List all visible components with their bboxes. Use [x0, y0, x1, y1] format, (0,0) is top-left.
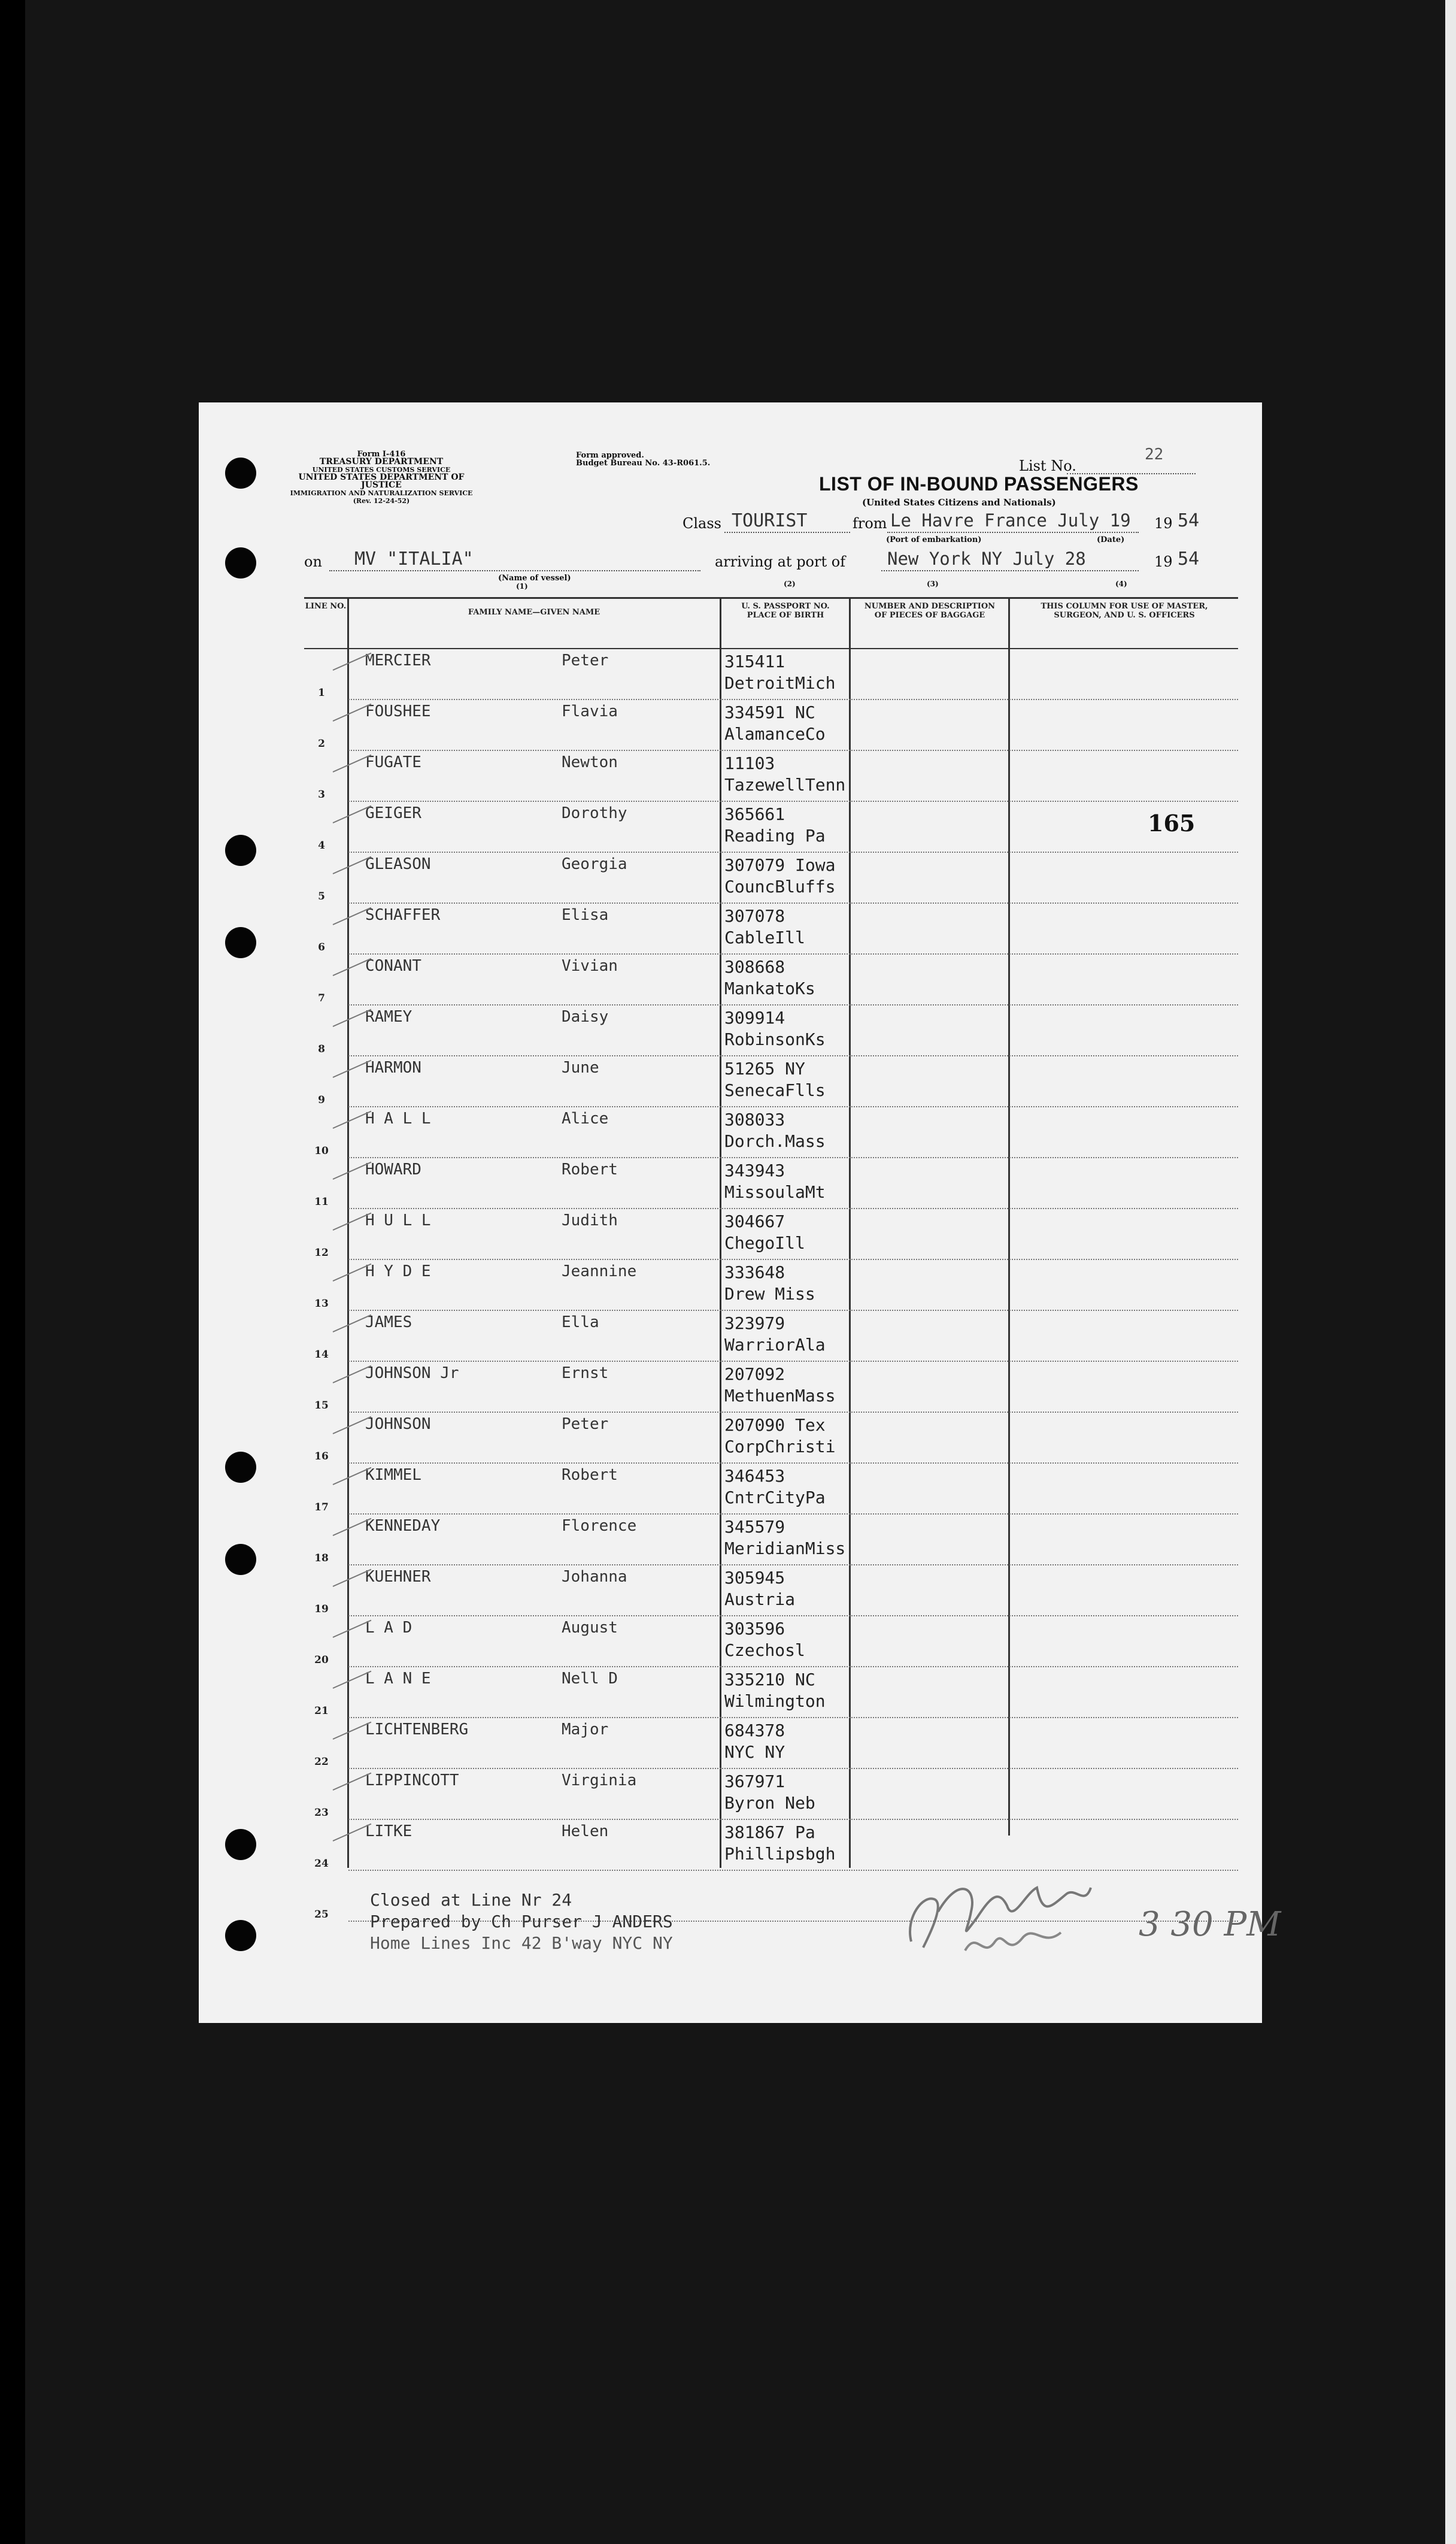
passport-number: 309914	[724, 1008, 785, 1028]
family-name: KUEHNER	[365, 1568, 431, 1586]
table-row	[304, 700, 1238, 751]
line-number: 2	[318, 738, 325, 750]
line-number: 9	[318, 1094, 325, 1106]
line-number: 15	[314, 1400, 329, 1412]
table-row	[304, 1667, 1238, 1718]
passport-number: 367971	[724, 1771, 785, 1791]
line-number: 4	[318, 840, 325, 852]
given-name: Vivian	[562, 957, 618, 975]
table-row	[304, 1107, 1238, 1158]
year-value-1: 54	[1178, 510, 1200, 531]
line-number: 24	[314, 1858, 329, 1870]
year-value-2: 54	[1178, 549, 1200, 570]
class-label: Class	[682, 515, 721, 532]
passport-number: 335210 NC	[724, 1670, 815, 1689]
table-row	[304, 1260, 1238, 1311]
family-name: KENNEDAY	[365, 1517, 441, 1535]
passport-number: 323979	[724, 1313, 785, 1333]
passport-number: 11103	[724, 753, 775, 773]
family-name: L A N E	[365, 1670, 431, 1688]
on-label: on	[304, 553, 322, 570]
table-row	[304, 1006, 1238, 1056]
from-value: Le Havre France July 19	[890, 510, 1131, 531]
table-row	[304, 1616, 1238, 1667]
table-row	[304, 751, 1238, 802]
family-name: FUGATE	[365, 753, 421, 771]
table-row	[304, 1362, 1238, 1413]
time-annotation	[1133, 1894, 1281, 1965]
line-number: 12	[314, 1247, 329, 1259]
family-name: KIMMEL	[365, 1466, 421, 1484]
prepared-note: Prepared by Ch Purser J ANDERS	[370, 1912, 673, 1931]
table-row	[304, 1413, 1238, 1464]
date-caption: (Date)	[1097, 535, 1125, 544]
line-number: 6	[318, 941, 325, 953]
passport-number: 308033	[724, 1110, 785, 1129]
place-of-birth: TazewellTenn	[724, 775, 846, 795]
year-prefix-2: 19	[1154, 553, 1173, 570]
header-line-no: LINE NO.	[305, 602, 347, 611]
given-name: Newton	[562, 753, 618, 771]
form-agency-block	[289, 450, 474, 505]
port-embarkation-caption: (Port of embarkation)	[886, 535, 982, 544]
passport-number: 304667	[724, 1212, 785, 1231]
family-name: GEIGER	[365, 804, 421, 822]
year-prefix-1: 19	[1154, 515, 1173, 532]
passport-number: 305945	[724, 1568, 785, 1588]
line-number: 11	[314, 1196, 329, 1208]
from-label: from	[853, 515, 887, 532]
place-of-birth: Phillipsbgh	[724, 1844, 836, 1864]
place-of-birth: MeridianMiss	[724, 1538, 846, 1558]
scanner-border-left	[0, 0, 25, 2544]
passport-number: 51265 NY	[724, 1059, 805, 1079]
form-number: Form I-416	[357, 450, 406, 459]
passport-number: 315411	[724, 652, 785, 671]
approval-block	[576, 452, 714, 467]
col-caption-2: (2)	[784, 580, 796, 588]
header-officers: THIS COLUMN FOR USE OF MASTER, SURGEON, AND U. S. OFFICERS	[1041, 602, 1208, 620]
treasury-dept: TREASURY DEPARTMENT	[319, 457, 444, 467]
document-title: LIST OF IN-BOUND PASSENGERS	[819, 473, 1139, 495]
passport-number: 307079 Iowa	[724, 855, 836, 875]
given-name: Peter	[562, 652, 609, 670]
table-row	[304, 1769, 1238, 1820]
col-caption-4: (4)	[1115, 580, 1127, 588]
place-of-birth: CouncBluffs	[724, 877, 836, 897]
list-no-label: List No.	[1019, 458, 1076, 474]
table-row	[304, 1515, 1238, 1565]
place-of-birth: MethuenMass	[724, 1386, 836, 1406]
form-approved: Form approved.	[576, 451, 644, 460]
line-number: 21	[314, 1705, 329, 1717]
passport-number: 343943	[724, 1161, 785, 1180]
table-row	[304, 1311, 1238, 1362]
family-name: MERCIER	[365, 652, 431, 670]
line-number: 25	[314, 1909, 329, 1921]
from-line	[887, 532, 1139, 533]
arrival-line	[881, 570, 1139, 571]
line-number: 7	[318, 992, 325, 1004]
place-of-birth: CntrCityPa	[724, 1488, 826, 1507]
line-number: 17	[314, 1501, 329, 1513]
place-of-birth: MankatoKs	[724, 979, 815, 998]
table-row	[304, 1718, 1238, 1769]
given-name: Robert	[562, 1466, 618, 1484]
passport-number: 684378	[724, 1721, 785, 1740]
table-row	[304, 904, 1238, 955]
officer-count-stamp: 165	[1148, 810, 1196, 837]
col-caption-1: (1)	[516, 582, 528, 590]
punch-hole	[225, 835, 256, 866]
vessel-line	[329, 570, 700, 571]
family-name: CONANT	[365, 957, 421, 975]
family-name: SCHAFFER	[365, 906, 441, 924]
place-of-birth: Austria	[724, 1589, 796, 1609]
table-row	[304, 853, 1238, 904]
punch-hole	[225, 1452, 256, 1483]
line-number: 1	[318, 687, 325, 699]
given-name: Georgia	[562, 855, 627, 873]
arriving-label: arriving at port of	[715, 553, 846, 570]
table-row	[304, 1209, 1238, 1260]
passport-number: 334591 NC	[724, 702, 815, 722]
line-number: 22	[314, 1756, 329, 1768]
family-name: JAMES	[365, 1313, 412, 1331]
line-number: 5	[318, 891, 325, 902]
family-name: H U L L	[365, 1212, 431, 1229]
header-name: FAMILY NAME—GIVEN NAME	[468, 608, 600, 617]
family-name: LICHTENBERG	[365, 1721, 469, 1739]
col-caption-3: (3)	[927, 580, 939, 588]
line-number: 23	[314, 1807, 329, 1819]
class-value: TOURIST	[732, 510, 808, 531]
company-note: Home Lines Inc 42 B'way NYC NY	[370, 1933, 673, 1953]
place-of-birth: Wilmington	[724, 1691, 826, 1711]
given-name: Johanna	[562, 1568, 627, 1586]
place-of-birth: Byron Neb	[724, 1793, 815, 1813]
line-number: 3	[318, 789, 325, 801]
table-row	[304, 649, 1238, 700]
table-row	[304, 1056, 1238, 1107]
family-name: HARMON	[365, 1059, 421, 1077]
class-line	[724, 532, 850, 533]
given-name: Judith	[562, 1212, 618, 1229]
given-name: Nell D	[562, 1670, 618, 1688]
punch-hole	[225, 458, 256, 489]
place-of-birth: ChegoIll	[724, 1233, 805, 1253]
punch-hole	[225, 927, 256, 958]
given-name: Daisy	[562, 1008, 609, 1026]
line-number: 18	[314, 1552, 329, 1564]
punch-hole	[225, 1544, 256, 1575]
table-row	[304, 1565, 1238, 1616]
closed-note: Closed at Line Nr 24	[370, 1890, 572, 1910]
line-number: 14	[314, 1349, 329, 1361]
given-name: Dorothy	[562, 804, 627, 822]
justice-dept: UNITED STATES DEPARTMENT OF JUSTICE	[298, 473, 465, 490]
place-of-birth: Reading Pa	[724, 826, 826, 846]
table-row	[304, 802, 1238, 853]
place-of-birth: AlamanceCo	[724, 724, 826, 744]
given-name: Virginia	[562, 1771, 637, 1789]
place-of-birth: Czechosl	[724, 1640, 805, 1660]
given-name: Florence	[562, 1517, 637, 1535]
place-of-birth: Dorch.Mass	[724, 1131, 826, 1151]
passport-number: 346453	[724, 1466, 785, 1486]
table-row	[304, 1464, 1238, 1515]
given-name: Jeannine	[562, 1262, 637, 1280]
line-number: 13	[314, 1298, 329, 1310]
ins-service: IMMIGRATION AND NATURALIZATION SERVICE	[290, 489, 473, 497]
passport-number: 207090 Tex	[724, 1415, 826, 1435]
family-name: RAMEY	[365, 1008, 412, 1026]
form-revision: (Rev. 12-24-52)	[353, 497, 410, 505]
family-name: L A D	[365, 1619, 412, 1637]
place-of-birth: MissoulaMt	[724, 1182, 826, 1202]
given-name: August	[562, 1619, 618, 1637]
given-name: Ella	[562, 1313, 599, 1331]
given-name: Robert	[562, 1161, 618, 1179]
line-number: 8	[318, 1043, 325, 1055]
family-name: H Y D E	[365, 1262, 431, 1280]
family-name: LIPPINCOTT	[365, 1771, 459, 1789]
table-row	[304, 955, 1238, 1006]
line-number: 19	[314, 1603, 329, 1615]
passport-number: 207092	[724, 1364, 785, 1384]
punch-hole	[225, 547, 256, 579]
punch-hole	[225, 1829, 256, 1860]
family-name: FOUSHEE	[365, 702, 431, 720]
family-name: LITKE	[365, 1822, 412, 1840]
line-number: 20	[314, 1654, 329, 1666]
passport-number: 333648	[724, 1262, 785, 1282]
family-name: GLEASON	[365, 855, 431, 873]
time-annotation-text: 3 30 PM	[1139, 1905, 1281, 1944]
given-name: Ernst	[562, 1364, 609, 1382]
family-name: JOHNSON Jr	[365, 1364, 459, 1382]
given-name: Elisa	[562, 906, 609, 924]
given-name: Peter	[562, 1415, 609, 1433]
line-number: 10	[314, 1145, 329, 1157]
given-name: Major	[562, 1721, 609, 1739]
given-name: Helen	[562, 1822, 609, 1840]
document-subtitle: (United States Citizens and Nationals)	[862, 497, 1056, 508]
place-of-birth: CorpChristi	[724, 1437, 836, 1456]
passport-number: 308668	[724, 957, 785, 977]
family-name: JOHNSON	[365, 1415, 431, 1433]
list-no-value: 22	[1145, 446, 1164, 464]
place-of-birth: SenecaFlls	[724, 1080, 826, 1100]
family-name: H A L L	[365, 1110, 431, 1128]
table-top-rule	[304, 597, 1238, 599]
passport-number: 307078	[724, 906, 785, 926]
place-of-birth: WarriorAla	[724, 1335, 826, 1355]
given-name: Flavia	[562, 702, 618, 720]
customs-service: UNITED STATES CUSTOMS SERVICE	[312, 466, 451, 474]
place-of-birth: RobinsonKs	[724, 1029, 826, 1049]
place-of-birth: DetroitMich	[724, 673, 836, 693]
passport-number: 365661	[724, 804, 785, 824]
budget-bureau: Budget Bureau No. 43-R061.5.	[576, 459, 711, 468]
given-name: June	[562, 1059, 599, 1077]
header-passport: U. S. PASSPORT NO. PLACE OF BIRTH	[741, 602, 830, 620]
table-row	[304, 1158, 1238, 1209]
passport-number: 303596	[724, 1619, 785, 1639]
line-number: 16	[314, 1450, 329, 1462]
passport-number: 381867 Pa	[724, 1822, 815, 1842]
place-of-birth: Drew Miss	[724, 1284, 815, 1304]
arrival-value: New York NY July 28	[887, 549, 1086, 569]
scanner-border-right	[1445, 0, 1456, 2544]
given-name: Alice	[562, 1110, 609, 1128]
inspector-signature	[887, 1852, 1139, 1971]
punch-hole	[225, 1920, 256, 1951]
passport-number: 345579	[724, 1517, 785, 1537]
vessel-caption: (Name of vessel)	[498, 574, 571, 583]
place-of-birth: NYC NY	[724, 1742, 785, 1762]
header-baggage: NUMBER AND DESCRIPTION OF PIECES OF BAGGAGE	[864, 602, 996, 620]
family-name: HOWARD	[365, 1161, 421, 1179]
place-of-birth: CableIll	[724, 928, 805, 947]
vessel-name: MV "ITALIA"	[354, 549, 474, 570]
passenger-manifest-page	[199, 402, 1281, 2023]
